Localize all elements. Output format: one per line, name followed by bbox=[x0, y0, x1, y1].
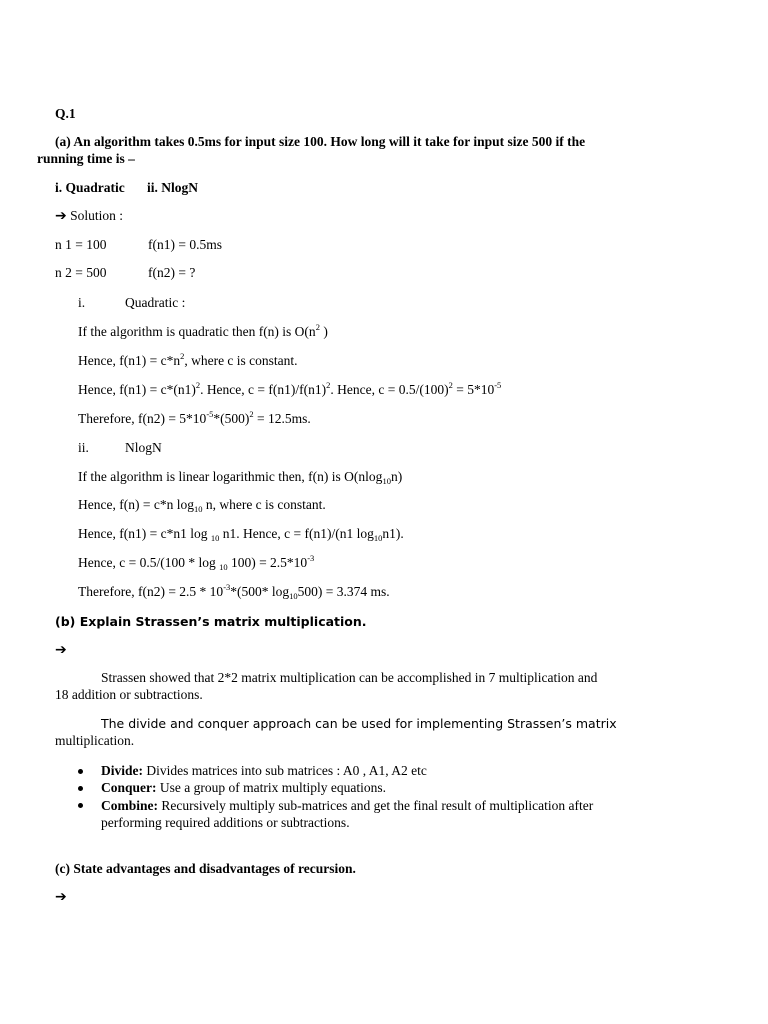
quadratic-line-4: Therefore, $f(n2) = 5*10^{-5}*(500)^2 = 12.5ms$. bbox=[78, 409, 311, 426]
given-n1: n 1 = 100 bbox=[55, 237, 107, 252]
nlogn-numeral: ii. bbox=[78, 440, 89, 455]
option-quadratic: i. Quadratic bbox=[55, 180, 125, 195]
part-b-para2-line1: The divide and conquer approach can be used for implementing Strassen’s matrix bbox=[101, 716, 617, 731]
bullet-divide: Divide: Divides matrices into sub matrices : A0 , A1, A2 etc bbox=[101, 763, 427, 778]
part-b-para1-line1: Strassen showed that 2*2 matrix multiplication can be accomplished in 7 multiplication and bbox=[101, 670, 598, 685]
option-nlogn: ii. NlogN bbox=[147, 180, 199, 195]
quadratic-line-2: Hence, $f(n1) = c*n^2$, where c is constant. bbox=[78, 351, 298, 368]
quadratic-line-3: Hence, $f(n1) = c*(n1)^2$. Hence, $c = f(n1)/f(n1)^2$. Hence, $c = 0.5/(100)^2 = 5*10^{-5}$ bbox=[78, 380, 502, 397]
part-b-para2-line2: multiplication. bbox=[55, 733, 135, 748]
quadratic-line-1: If the algorithm is quadratic then f(n) is $O(n^2$ ) bbox=[78, 322, 328, 339]
nlogn-line-2: Hence, f(n) = c*n $\log_{10} n$, where c is constant. bbox=[78, 497, 326, 514]
solution-line bbox=[55, 208, 123, 224]
quadratic-numeral: i. bbox=[78, 295, 86, 310]
question-number: Q.1 bbox=[55, 106, 76, 121]
quadratic-title: Quadratic : bbox=[125, 295, 186, 310]
arrow-icon: ➔ bbox=[55, 642, 67, 658]
bullet-icon bbox=[78, 786, 83, 791]
nlogn-title: NlogN bbox=[125, 440, 162, 455]
part-a-question-line1: (a) An algorithm takes 0.5ms for input size 100. How long will it take for input size 500 if the bbox=[55, 134, 586, 149]
given-f-n1: f(n1) = 0.5ms bbox=[148, 237, 222, 252]
arrow-icon: ➔ bbox=[55, 889, 67, 905]
nlogn-line-1: If the algorithm is linear logarithmic then, f(n) is O(nlog$_{10}$n) bbox=[78, 469, 403, 486]
given-n2: n 2 = 500 bbox=[55, 265, 107, 280]
part-c-arrow bbox=[55, 889, 67, 905]
bullet-conquer: Conquer: Use a group of matrix multiply equations. bbox=[101, 780, 386, 795]
part-b-para1-line2: 18 addition or subtractions. bbox=[55, 687, 203, 702]
bullet-combine-continued: performing required additions or subtractions. bbox=[101, 815, 350, 830]
bullet-icon bbox=[78, 769, 83, 774]
nlogn-line-4: Hence, c = 0.5/(100 * log $_{10}$ $100) = 2.5*10^{-3}$ bbox=[78, 553, 315, 572]
part-a-question-line2: running time is – bbox=[37, 151, 135, 166]
bullet-icon bbox=[78, 803, 83, 808]
bullet-combine: Combine: Recursively multiply sub-matrices and get the final result of multiplication after bbox=[101, 798, 594, 813]
solution-label: Solution : bbox=[70, 208, 123, 223]
part-b-question: (b) Explain Strassen’s matrix multiplication. bbox=[55, 614, 367, 629]
nlogn-line-5: Therefore, $f(n2) = 2.5 * 10^{-3}*(500*$ $\log_{10}500) = 3.374$ ms. bbox=[78, 582, 390, 601]
arrow-icon: ➔ bbox=[55, 208, 67, 224]
part-c-question: (c) State advantages and disadvantages of recursion. bbox=[55, 861, 356, 876]
part-b-arrow bbox=[55, 642, 67, 658]
nlogn-line-3: Hence, f(n1) = c*n1 log $_{10}$ n1. Hence, c = f(n1)/(n1 $\log_{10}n1$). bbox=[78, 526, 404, 543]
given-f-n2: f(n2) = ? bbox=[148, 265, 196, 280]
